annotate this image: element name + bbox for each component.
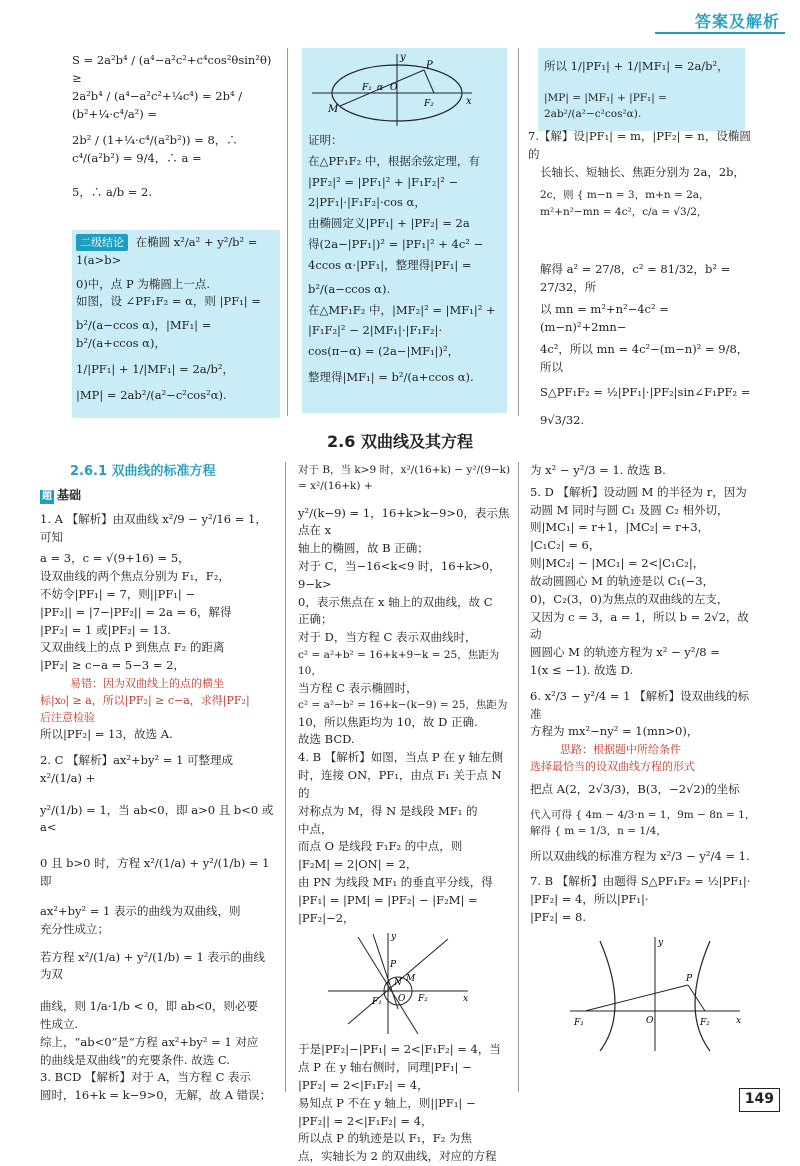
label-p: P: [390, 960, 397, 971]
text-line: 方程为 mx²−ny² = 1(mn>0)，: [530, 724, 699, 739]
text-line: 4c²，所以 mn = 4c²−(m−n)² = 9/8，所以: [540, 341, 749, 374]
segment-pf2: [424, 70, 434, 93]
label-alpha: α: [377, 83, 384, 93]
segment-f1p: [585, 985, 688, 1011]
proof-line: 整理得|MF₁| = b²/(a+ccos α).: [308, 369, 474, 384]
text-line: 0)，C₂(3，0)为焦点的双曲线的左支，: [530, 591, 729, 606]
text-line: ax²+by² = 1 表示的曲线为双曲线，则: [40, 903, 241, 918]
text-line: 充分性成立；: [40, 921, 109, 936]
text-line: 长轴长、短轴长、焦距分别为 2a，2b，: [540, 164, 746, 179]
proof-line: cos(π−α) = (2a−|MF₁|)²，: [308, 344, 460, 359]
text-line: 7. B 【解析】由题得 S△PF₁F₂ = ½|PF₁|·: [530, 874, 751, 889]
proof-box: [302, 48, 507, 413]
text-line: 轴上的椭圆，故 B 正确；: [298, 541, 429, 556]
conclusion-tag: 二级结论: [76, 234, 128, 251]
text-line: 的曲线是双曲线”的充要条件. 故选 C.: [40, 1052, 230, 1067]
label-p: P: [686, 973, 693, 984]
text-line: 对于 C，当−16<k<9 时，16+k>0，9−k>: [298, 558, 501, 591]
label-o: O: [398, 994, 406, 1005]
text-line: 易知点 P 不在 y 轴上，则||PF₁| −: [298, 1095, 476, 1110]
proof-line: 得(2a−|PF₁|)² = |PF₁|² + 4c² −: [308, 237, 484, 252]
text-line: [528, 128, 758, 164]
text-line: 于是|PF₂|−|PF₁| = 2<|F₁F₂| = 4，当: [298, 1042, 501, 1057]
text-line: 所以 1/|PF₁| + 1/|MF₁| = 2a/b²，: [544, 59, 729, 73]
ellipse-figure: [302, 48, 507, 128]
top-left-column: [72, 52, 272, 210]
proof-line: 4ccos α·|PF₁|，整理得|PF₁| =: [308, 257, 472, 272]
text-line: 则|MC₂| − |MC₁| = 2<|C₁C₂|，: [530, 556, 705, 571]
text-line: 时，连接 ON，PF₁，由点 F₁ 关于点 N 的: [298, 768, 502, 800]
text-line: 10，所以焦距均为 10，故 D 正确.: [298, 714, 478, 729]
right-branch: [695, 941, 710, 1051]
text-line: |PF₂|| = |7−|PF₂|| = 2a = 6，解得: [40, 604, 232, 619]
basic-label: 基础: [57, 488, 82, 503]
label-f2: F₂: [424, 99, 434, 109]
label-n: N: [394, 978, 402, 989]
result-box: [538, 48, 745, 131]
column-2: [298, 462, 513, 1166]
text-line: 5. D 【解析】设动圆 M 的半径为 r，因为: [530, 484, 747, 499]
text-line: y²/(k−9) = 1，16+k>k−9>0，表示焦点在 x: [298, 505, 510, 538]
text-line: 2b² / (1+¼·c⁴/(a²b²)) = 8，∴ c⁴/(a²b²) = 9/4，∴ a =: [72, 133, 238, 165]
label-o: O: [390, 83, 398, 93]
text-line: 设双曲线的两个焦点分别为 F₁，F₂，: [40, 569, 230, 584]
page-header-title: 答案及解析: [694, 12, 780, 31]
label-f2: F₂: [418, 994, 428, 1005]
label-y: y: [400, 52, 406, 63]
text-line: 2c，则 { m−n = 3，m+n = 2a，m²+n²−mn = 4c²，c/a = √3/2，: [540, 189, 710, 218]
top-right-column: [528, 128, 758, 430]
text-line: S△PF₁F₂ = ½|PF₁|·|PF₂|sin∠F₁PF₂ =: [540, 385, 751, 400]
label-f1: F₁: [574, 1017, 584, 1028]
page-number: 149: [739, 1088, 780, 1112]
text-line: 点 P 在 y 轴右侧时，同理|PF₁| −: [298, 1060, 472, 1075]
proof-line: |PF₂|² = |PF₁|² + |F₁F₂|² −: [308, 174, 459, 189]
text-line: 动圆 M 同时与圆 C₁ 及圆 C₂ 相外切，: [530, 502, 729, 517]
label-f1: F₁: [362, 83, 372, 93]
label-f1: F₁: [372, 997, 382, 1008]
text-line: S = 2a²b⁴ / (a⁴−a²c²+c⁴cos²θsin²θ) ≥: [72, 53, 272, 85]
proof-line: 在△PF₁F₂ 中，根据余弦定理，有: [308, 153, 480, 168]
label-y: y: [658, 937, 664, 948]
text-line: 1(x ≤ −1). 故选 D.: [530, 662, 634, 677]
text-line: 解得 a² = 27/8，c² = 81/32，b² = 27/32，所: [540, 262, 731, 295]
text-line: 以 mn = m²+n²−4c² = (m−n)²+2mn−: [540, 302, 669, 334]
text-line: 2a²b⁴ / (a⁴−a²c²+¼c⁴) = 2b⁴ / (b²+¼·c⁴/a²) =: [72, 89, 243, 121]
left-branch: [600, 941, 615, 1051]
text-line: |PF₂| = 8.: [530, 910, 586, 925]
text-line: 为 x² − y²/3 = 1. 故选 B.: [530, 463, 666, 477]
label-m: M: [328, 104, 339, 115]
text-line: 若方程 x²/(1/a) + y²/(1/b) = 1 表示的曲线为双: [40, 949, 266, 982]
header-underline: [655, 32, 785, 34]
text-line: 所以点 P 的轨迹是以 F₁，F₂ 为焦: [298, 1131, 473, 1146]
text-line: |PF₂| = 4，所以|PF₁|·: [530, 892, 649, 907]
text-line: 中点，: [298, 821, 333, 836]
hyperbola-figure: [560, 933, 760, 1053]
conclusion-line: 在椭圆 x²/a² + y²/b² = 1(a>b>: [76, 235, 258, 267]
conclusion-line: 0)中，点 P 为椭圆上一点.: [76, 276, 211, 291]
text-line: 正确；: [298, 612, 333, 627]
note-line: 易错：因为双曲线上的点的横坐: [70, 677, 224, 691]
note-line: 后注意检验: [40, 711, 95, 725]
conclusion-box: [72, 230, 280, 418]
text-line: 由 PN 为线段 MF₁ 的垂直平分线，得: [298, 874, 493, 889]
text-line: 2. C 【解析】ax²+by² = 1 可整理成 x²/(1/a) +: [40, 753, 234, 785]
conclusion-line: 1/|PF₁| + 1/|MF₁| = 2a/b²，: [76, 361, 234, 376]
text-line: 4. B 【解析】如图，当点 P 在 y 轴左侧: [298, 750, 504, 765]
text-line: |PF₁| = |PM| = |PF₂| − |F₂M| =: [298, 892, 478, 907]
basic-heading: [40, 486, 275, 505]
proof-line: b²/(a−ccos α).: [308, 281, 391, 296]
text-line: a = 3，c = √(9+16) = 5，: [40, 551, 190, 566]
note-line: 思路：根据题中所给条件: [560, 743, 681, 757]
text-line: |PF₂| ≥ c−a = 5−3 = 2，: [40, 658, 185, 673]
text-line: |PF₂|| = 2<|F₁F₂| = 4，: [298, 1113, 433, 1128]
label-x: x: [736, 1015, 742, 1026]
text-line: 5，∴ a/b = 2.: [72, 185, 152, 199]
text-line: 综上，“ab<0”是“方程 ax²+by² = 1 对应: [40, 1034, 259, 1049]
text-line: 所以双曲线的标准方程为 x²/3 − y²/4 = 1.: [530, 848, 750, 863]
text-line: 0 且 b>0 时，方程 x²/(1/a) + y²/(1/b) = 1 即: [40, 856, 270, 889]
text-line: |F₂M| = 2|ON| = 2，: [298, 857, 418, 872]
text-line: 而点 O 是线段 F₁F₂ 的中点，则: [298, 839, 463, 854]
text-line: 点，实轴长为 2 的双曲线，对应的方程: [298, 1149, 497, 1164]
text-line: c² = a²+b² = 16+k+9−k = 25，焦距为 10，: [298, 649, 500, 678]
text-line: 又双曲线上的点 P 到焦点 F₂ 的距离: [40, 640, 225, 655]
conclusion-line: 如图，设 ∠PF₁F₂ = α，则 |PF₁| =: [76, 294, 261, 309]
text-line: c² = a²−b² = 16+k−(k−9) = 25，焦距为: [298, 699, 508, 712]
label-o: O: [646, 1015, 654, 1026]
label-x: x: [463, 994, 469, 1005]
text-line: 性成立.: [40, 1016, 79, 1031]
proof-line: 由椭圆定义|PF₁| + |PF₂| = 2a: [308, 216, 470, 231]
note-line: 选择最恰当的设双曲线方程的形式: [530, 760, 695, 774]
text-line: 对称点为 M，得 N 是线段 MF₁ 的: [298, 803, 478, 818]
hyperbola-construction-figure: [298, 929, 513, 1039]
column-divider: [518, 462, 519, 1092]
text-line: 又因为 c = 3，a = 1，所以 b = 2√2，故动: [530, 609, 749, 642]
conclusion-line: b²/(a−ccos α)，|MF₁| = b²/(a+ccos α)，: [76, 318, 212, 351]
label-x: x: [466, 96, 472, 107]
text-line: 对于 D，当方程 C 表示双曲线时，: [298, 630, 477, 645]
proof-line: 证明：: [308, 133, 343, 147]
text-line: y²/(1/b) = 1，当 ab<0，即 a>0 且 b<0 或 a<: [40, 802, 274, 835]
text-line: 故动圆圆心 M 的轨迹是以 C₁(−3，: [530, 573, 715, 588]
conclusion-line: |MP| = 2ab²/(a²−c²cos²α).: [76, 387, 227, 402]
label-y: y: [391, 932, 397, 943]
section-title: 2.6 双曲线及其方程: [327, 432, 473, 451]
text-line: |PF₂| = 1 或|PF₂| = 13.: [40, 622, 171, 637]
note-line: 标|x₀| ≥ a，所以|PF₂| ≥ c−a，求得|PF₂|: [40, 694, 250, 708]
proof-line: 在△MF₁F₂ 中，|MF₂|² = |MF₁|² +: [308, 302, 496, 317]
text-line: 代入可得 { 4m − 4/3·n = 1，9m − 8n = 1，解得 { m = 1/3，n = 1/4，: [530, 809, 756, 838]
column-divider: [287, 48, 288, 416]
text-line: 圆圆心 M 的轨迹方程为 x² − y²/8 =: [530, 645, 720, 660]
label-f2: F₂: [700, 1017, 710, 1028]
label-p: P: [426, 60, 433, 71]
text-line: 3. BCD 【解析】对于 A，当方程 C 表示: [40, 1070, 252, 1085]
text-line: 曲线，则 1/a·1/b < 0，即 ab<0，则必要: [40, 999, 258, 1014]
text-line: 当方程 C 表示椭圆时，: [298, 680, 418, 695]
text-line: 所以|PF₂| = 13，故选 A.: [40, 727, 173, 742]
answer-label: 7.【解】设|PF₁| = m，|PF₂| = n，设椭圆的: [528, 129, 751, 161]
label-m: M: [406, 974, 416, 985]
text-line: 0，表示焦点在 x 轴上的双曲线，故 C: [298, 594, 493, 609]
basic-badge-icon: 题: [42, 491, 52, 503]
proof-line: |F₁F₂|² − 2|MF₁|·|F₁F₂|·: [308, 323, 443, 338]
text-line: 9√3/32.: [540, 413, 585, 428]
column-divider: [285, 462, 286, 1092]
text-line: 6. x²/3 − y²/4 = 1 【解析】设双曲线的标准: [530, 688, 750, 721]
proof-line: 2|PF₁|·|F₁F₂|·cos α，: [308, 195, 426, 210]
text-line: 对于 B，当 k>9 时，x²/(16+k) − y²/(9−k) = x²/(16+k) +: [298, 464, 511, 493]
text-line: 不妨令|PF₁| = 7，则||PF₁| −: [40, 586, 196, 601]
text-line: |PF₂| = 2<|F₁F₂| = 4，: [298, 1078, 429, 1093]
text-line: 把点 A(2，2√3/3)，B(3，−2√2)的坐标: [530, 782, 740, 797]
text-line: |C₁C₂| = 6，: [530, 538, 601, 553]
text-line: 故选 BCD.: [298, 732, 355, 747]
text-line: 1. A 【解析】由双曲线 x²/9 − y²/16 = 1，可知: [40, 511, 267, 544]
subsection-title: 2.6.1 双曲线的标准方程: [70, 464, 216, 479]
text-line: 圆时，16+k = k−9>0，无解，故 A 错误；: [40, 1088, 272, 1103]
text-line: |MP| = |MF₁| + |PF₁| = 2ab²/(a²−c²cos²α).: [544, 91, 667, 121]
column-3: [530, 462, 760, 1053]
column-divider: [518, 48, 519, 416]
text-line: |PF₂|−2，: [298, 910, 355, 925]
text-line: 则|MC₁| = r+1，|MC₂| = r+3，: [530, 520, 710, 535]
column-1: [40, 462, 275, 1105]
